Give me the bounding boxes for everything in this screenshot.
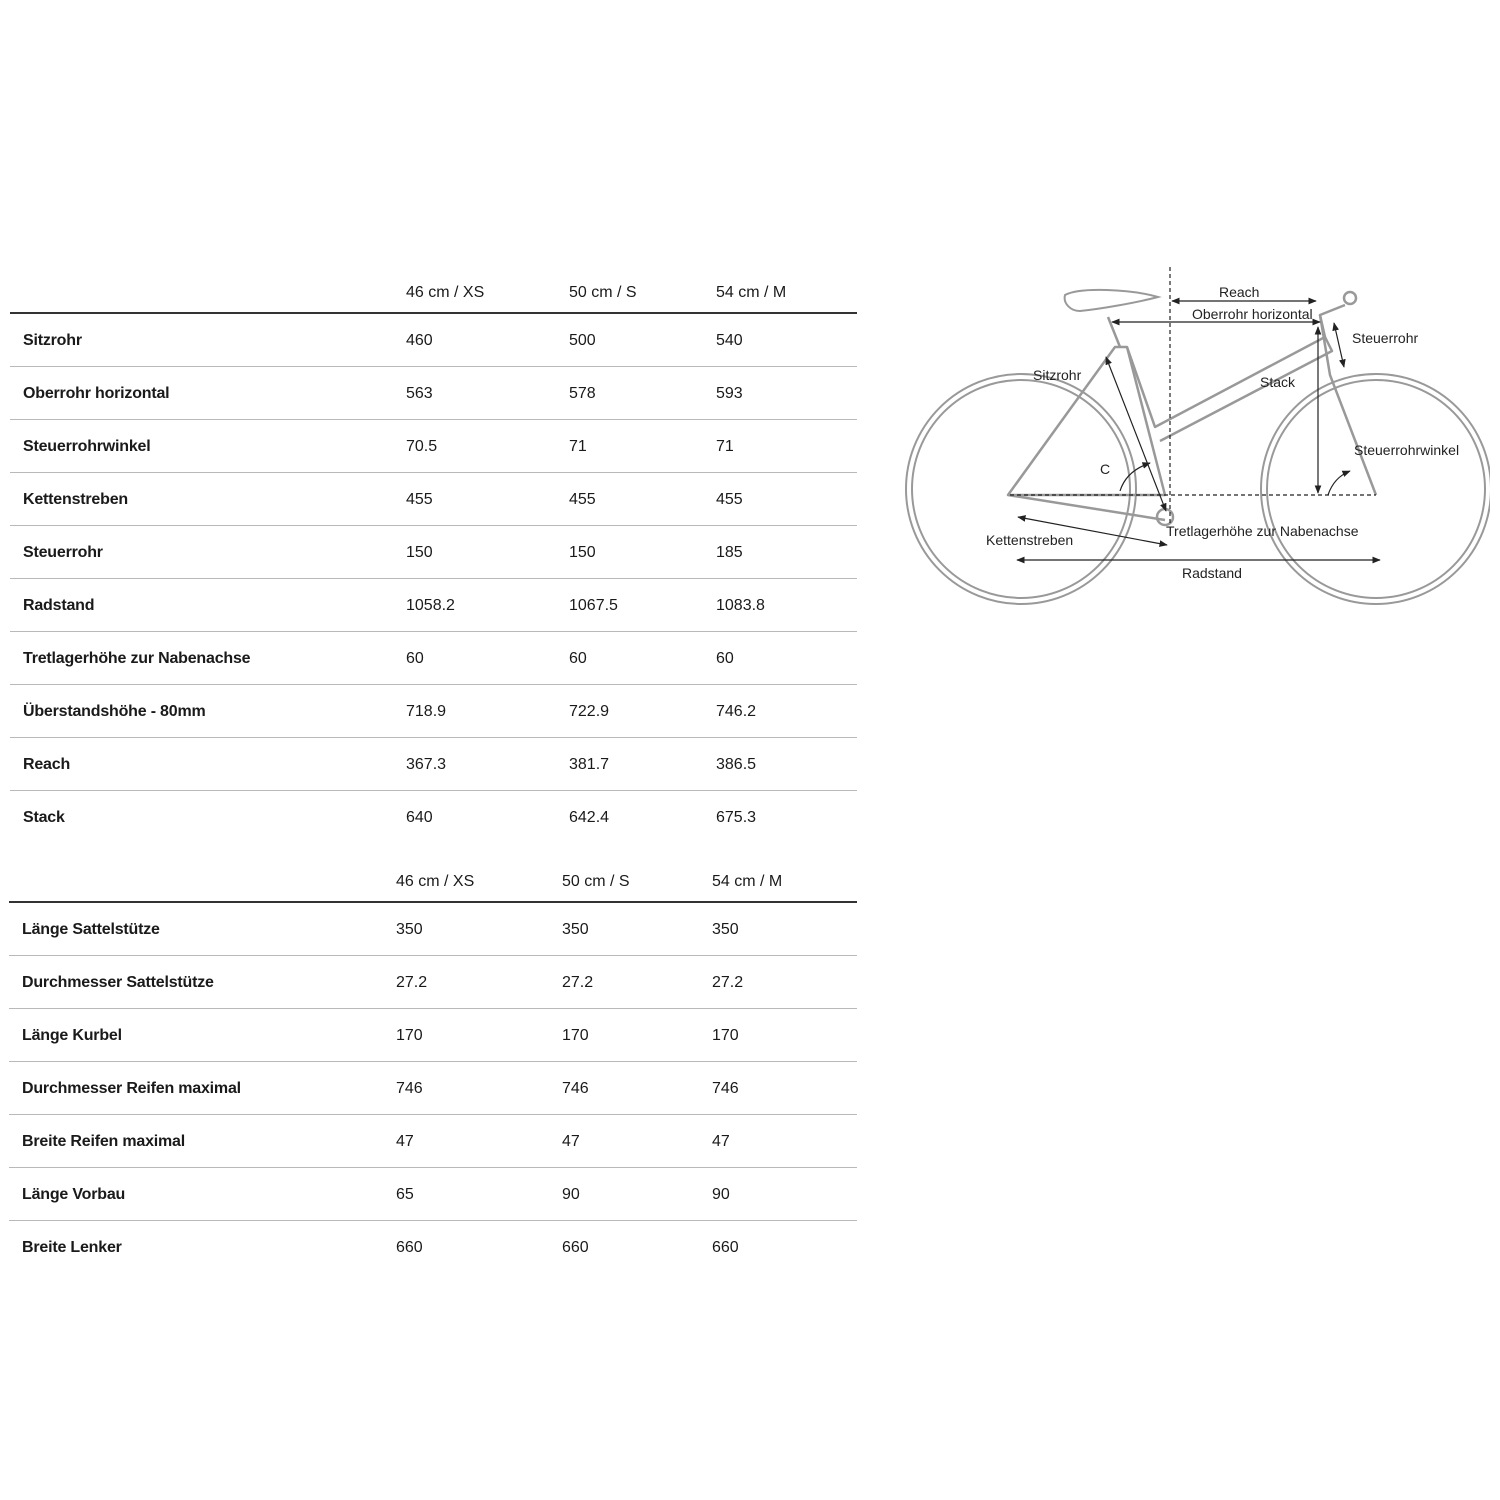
components-table-header [9,866,857,903]
row-value: 746 [712,1080,739,1097]
row-label: Reach [23,756,71,773]
row-label: Durchmesser Sattelstütze [22,974,214,991]
size-header-xs: 46 cm / XS [406,284,485,301]
row-value: 27.2 [712,974,744,991]
table-row [10,685,857,738]
row-label: Länge Kurbel [22,1027,122,1044]
geometry-table-header [10,277,857,314]
row-value: 460 [406,332,433,349]
bike-geometry-diagram [880,255,1490,625]
row-value: 1067.5 [569,597,618,614]
row-value: 170 [712,1027,739,1044]
label-angle-c: C [1100,461,1111,477]
bike-drawing [880,255,1490,625]
table-row [9,1221,857,1274]
row-label: Breite Reifen maximal [22,1133,185,1150]
row-value: 1083.8 [716,597,765,614]
row-label: Radstand [23,597,95,614]
row-value: 350 [562,921,589,938]
row-label: Länge Sattelstütze [22,921,160,938]
size-header-s: 50 cm / S [569,284,637,301]
row-value: 90 [562,1186,580,1203]
row-value: 367.3 [406,756,447,773]
row-value: 65 [396,1186,414,1203]
table-row [10,579,857,632]
table-row [9,1062,857,1115]
row-value: 71 [716,438,734,455]
row-value: 47 [712,1133,730,1150]
label-wheelbase: Radstand [1182,565,1242,581]
row-value: 27.2 [562,974,594,991]
components-table [9,866,857,1274]
table-row [10,738,857,791]
row-value: 540 [716,332,743,349]
table-row [9,956,857,1009]
size-header-m: 54 cm / M [712,873,783,890]
rear-wheel [906,374,1136,604]
row-value: 746 [562,1080,589,1097]
row-value: 150 [569,544,596,561]
row-value: 455 [716,491,743,508]
row-value: 71 [569,438,587,455]
row-label: Länge Vorbau [22,1186,126,1203]
row-value: 660 [712,1239,739,1256]
row-value: 455 [406,491,433,508]
row-value: 150 [406,544,433,561]
label-bb-drop: Tretlagerhöhe zur Nabenachse [1166,523,1359,539]
row-value: 47 [396,1133,414,1150]
row-label: Kettenstreben [23,491,128,508]
row-value: 722.9 [569,703,610,720]
row-value: 578 [569,385,596,402]
row-label: Durchmesser Reifen maximal [22,1080,241,1097]
frame [1008,292,1376,525]
table-row [10,526,857,579]
row-value: 170 [562,1027,589,1044]
front-wheel [1261,374,1490,604]
row-value: 593 [716,385,743,402]
row-label: Stack [23,809,65,826]
row-value: 60 [716,650,734,667]
size-header-xs: 46 cm / XS [396,873,475,890]
table-row [9,903,857,956]
geometry-table [10,277,857,844]
row-value: 500 [569,332,596,349]
label-seat-tube: Sitzrohr [1033,367,1082,383]
table-row [10,314,857,367]
row-value: 60 [406,650,424,667]
row-value: 640 [406,809,433,826]
row-value: 60 [569,650,587,667]
label-stack: Stack [1260,374,1296,390]
table-row [9,1115,857,1168]
table-row [10,420,857,473]
row-value: 563 [406,385,433,402]
row-value: 90 [712,1186,730,1203]
row-value: 455 [569,491,596,508]
row-label: Tretlagerhöhe zur Nabenachse [23,650,251,667]
row-value: 1058.2 [406,597,455,614]
table-row [9,1168,857,1221]
row-value: 70.5 [406,438,438,455]
label-chainstays: Kettenstreben [986,532,1074,548]
row-value: 660 [562,1239,589,1256]
row-value: 47 [562,1133,580,1150]
table-row [10,367,857,420]
saddle [1065,290,1158,311]
table-row [10,473,857,526]
row-label: Steuerrohrwinkel [23,438,151,455]
row-label: Oberrohr horizontal [23,385,170,402]
row-value: 642.4 [569,809,610,826]
label-top-tube: Oberrohr horizontal [1192,306,1313,322]
row-label: Steuerrohr [23,544,103,561]
row-value: 675.3 [716,809,757,826]
size-header-s: 50 cm / S [562,873,630,890]
row-value: 386.5 [716,756,757,773]
row-label: Sitzrohr [23,332,82,349]
row-value: 170 [396,1027,423,1044]
row-value: 185 [716,544,743,561]
label-head-angle: Steuerrohrwinkel [1354,442,1460,458]
row-value: 746 [396,1080,423,1097]
label-head-tube: Steuerrohr [1352,330,1419,346]
label-reach: Reach [1219,284,1260,300]
row-value: 746.2 [716,703,757,720]
row-value: 27.2 [396,974,428,991]
table-row [9,1009,857,1062]
table-row [10,632,857,685]
row-value: 660 [396,1239,423,1256]
row-value: 718.9 [406,703,447,720]
row-label: Breite Lenker [22,1239,122,1256]
row-value: 381.7 [569,756,610,773]
size-header-m: 54 cm / M [716,284,787,301]
row-label: Überstandshöhe - 80mm [23,703,206,720]
table-row [10,791,857,844]
row-value: 350 [712,921,739,938]
row-value: 350 [396,921,423,938]
